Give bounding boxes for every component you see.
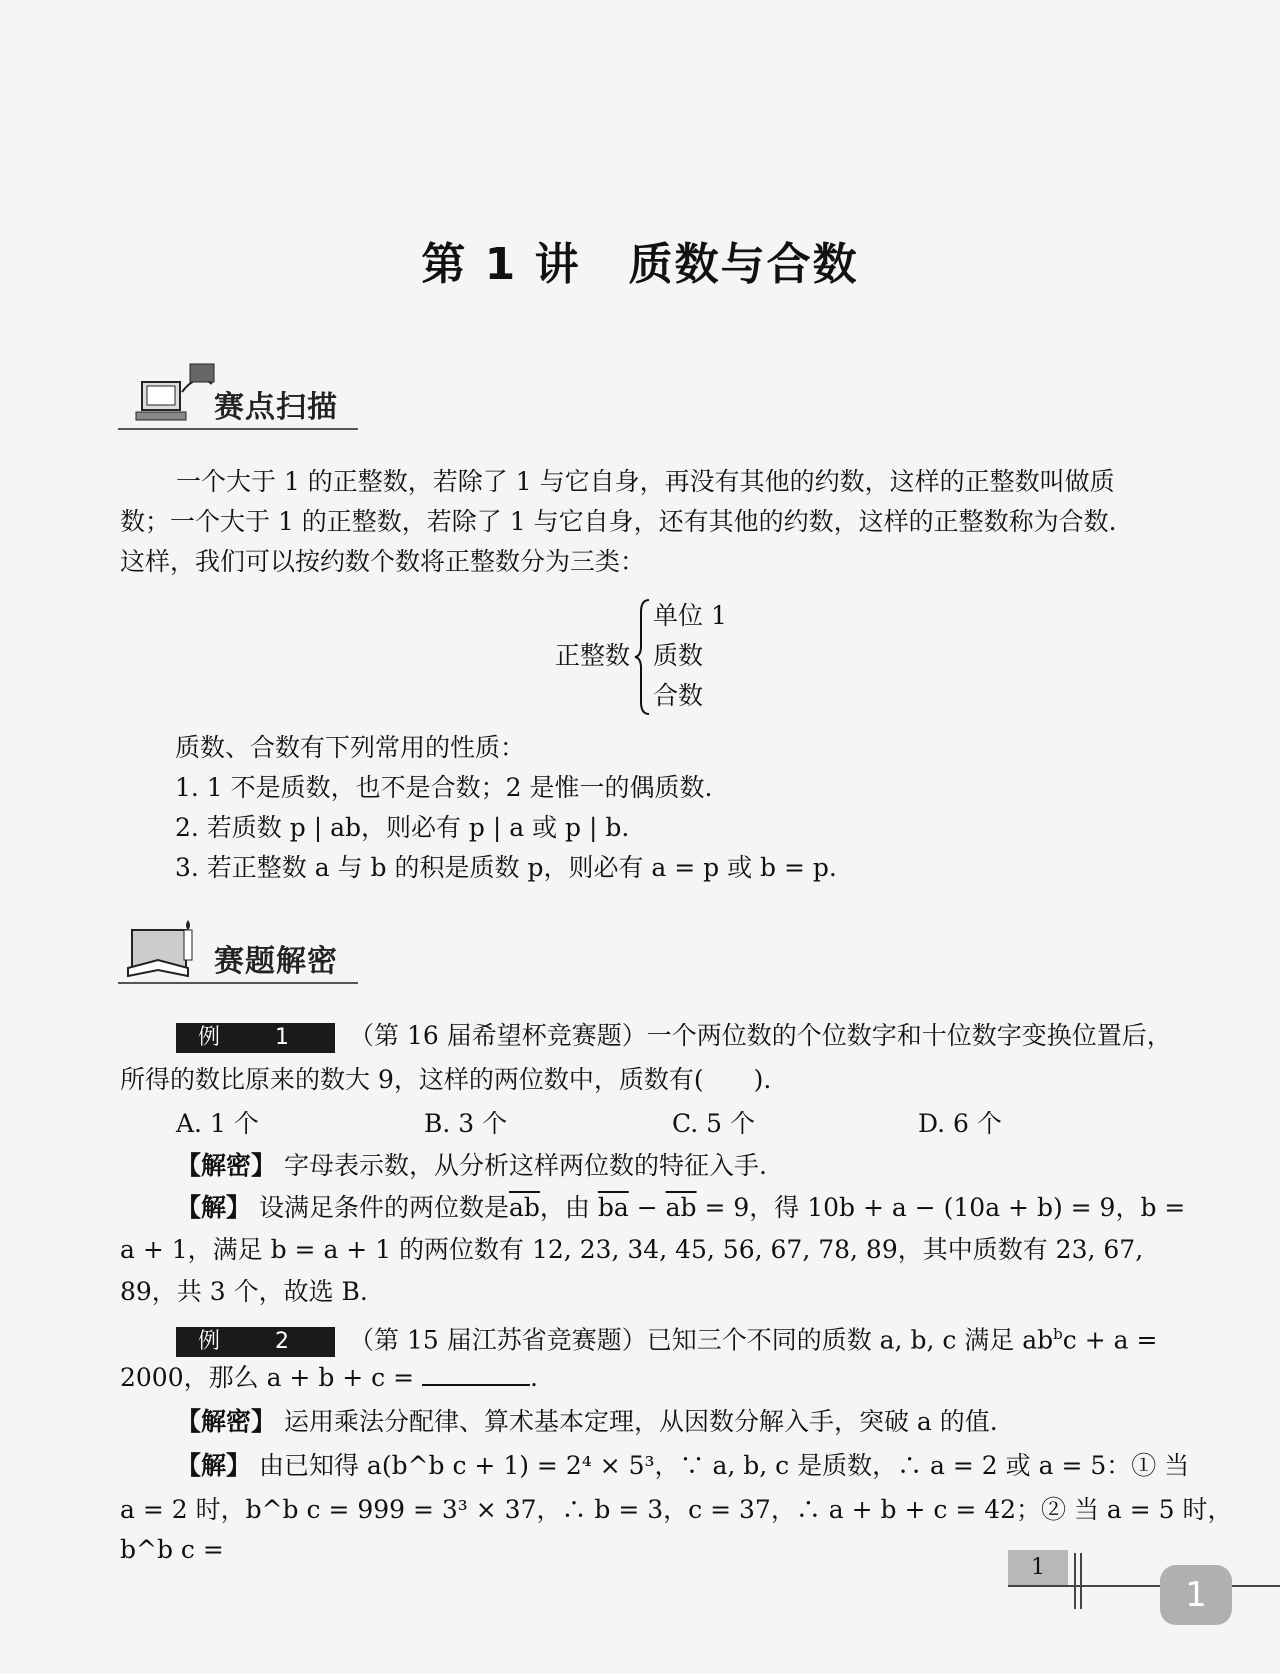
example-badge: 例 2 bbox=[176, 1327, 335, 1357]
properties-heading: 质数、合数有下列常用的性质： bbox=[175, 733, 526, 762]
option-d: D. 6 个 bbox=[918, 1109, 1002, 1138]
solution-text: − bbox=[628, 1193, 666, 1222]
solution-label: 【解】 bbox=[176, 1451, 252, 1480]
footer-rule-vertical bbox=[1074, 1553, 1076, 1609]
intro-line: 数；一个大于 1 的正整数，若除了 1 与它自身，还有其他的约数，这样的正整数称为合数. bbox=[120, 507, 1117, 536]
solution-text: = 9，得 10b + a − (10a + b) = 9，b = bbox=[696, 1193, 1186, 1222]
hint-label: 【解密】 bbox=[176, 1151, 277, 1180]
property-item: 2. 若质数 p | ab，则必有 p | a 或 p | b. bbox=[175, 813, 630, 842]
option-c: C. 5 个 bbox=[672, 1109, 755, 1138]
example2-solution-line bbox=[176, 1446, 1189, 1486]
page-number: 1 bbox=[1008, 1550, 1068, 1586]
section-badge-solve bbox=[118, 916, 358, 990]
example1-solution-line bbox=[176, 1188, 1185, 1228]
solution-text: 由已知得 a(b^b c + 1) = 2⁴ × 5³，∵ a, b, c 是质数，∴ a = 2 或 a = 5：① 当 bbox=[258, 1451, 1190, 1480]
computer-icon bbox=[122, 362, 222, 428]
example2-question bbox=[120, 1358, 538, 1398]
example-text: 2000，那么 a + b + c = bbox=[120, 1363, 415, 1392]
example-text: c + a = bbox=[1062, 1325, 1158, 1355]
example-badge: 例 1 bbox=[176, 1023, 335, 1053]
solution-label: 【解】 bbox=[176, 1193, 252, 1222]
example-text: （第 16 届希望杯竞赛题）一个两位数的个位数字和十位数字变换位置后， bbox=[349, 1021, 1172, 1050]
example1-hint bbox=[176, 1146, 767, 1186]
classification-label: 正整数 bbox=[555, 641, 631, 670]
answer-blank bbox=[422, 1360, 530, 1386]
book-candle-icon bbox=[124, 916, 214, 982]
overline-number: $\overline{ab}$ bbox=[508, 1193, 540, 1222]
option-a: A. 1 个 bbox=[176, 1109, 259, 1138]
solution-text: 设满足条件的两位数是 bbox=[258, 1193, 509, 1222]
properties-list bbox=[175, 728, 837, 888]
exponent: b bbox=[1053, 1325, 1063, 1343]
option-b: B. 3 个 bbox=[424, 1109, 508, 1138]
section-label: 赛点扫描 bbox=[214, 390, 338, 425]
hint-label: 【解密】 bbox=[176, 1407, 277, 1436]
footer-rule-vertical bbox=[1080, 1553, 1082, 1609]
example-text: 所得的数比原来的数大 9，这样的两位数中，质数有( ). bbox=[120, 1065, 772, 1094]
example2-hint bbox=[176, 1402, 998, 1442]
intro-line: 一个大于 1 的正整数，若除了 1 与它自身，再没有其他的约数，这样的正整数叫做质 bbox=[176, 467, 1115, 496]
intro-line: 这样，我们可以按约数个数将正整数分为三类： bbox=[120, 547, 646, 576]
hint-text: 字母表示数，从分析这样两位数的特征入手. bbox=[283, 1151, 767, 1180]
brace-icon bbox=[633, 598, 653, 716]
solution-text: a + 1，满足 b = a + 1 的两位数有 12, 23, 34, 45, 56, 67, 78, 89，其中质数有 23, 67, bbox=[120, 1235, 1144, 1264]
page-indicator-badge[interactable]: 1 bbox=[1160, 1565, 1232, 1625]
section-label: 赛题解密 bbox=[214, 944, 338, 979]
solution-text: 89，共 3 个，故选 B. bbox=[120, 1277, 368, 1306]
classification-item: 质数 bbox=[653, 641, 704, 670]
overline-number: $\overline{ba}$ bbox=[597, 1193, 629, 1222]
intro-paragraph bbox=[120, 462, 1170, 582]
footer-rule bbox=[1008, 1585, 1280, 1587]
lecture-topic: 质数与合数 bbox=[628, 239, 859, 290]
page-title bbox=[0, 228, 1280, 292]
example2-header bbox=[176, 1314, 1157, 1360]
lecture-number: 第 1 讲 bbox=[421, 239, 581, 290]
classification-item: 合数 bbox=[653, 681, 704, 710]
property-item: 1. 1 不是质数，也不是合数；2 是惟一的偶质数. bbox=[175, 773, 713, 802]
property-item: 3. 若正整数 a 与 b 的积是质数 p，则必有 a = p 或 b = p. bbox=[175, 853, 837, 882]
example-text: （第 15 届江苏省竞赛题）已知三个不同的质数 a, b, c 满足 ab bbox=[349, 1325, 1054, 1355]
example1-header bbox=[176, 1016, 1172, 1056]
classification-item: 单位 1 bbox=[653, 601, 727, 630]
example-text: . bbox=[530, 1363, 538, 1392]
solution-text: ，由 bbox=[539, 1193, 598, 1222]
section-badge-scan bbox=[118, 362, 358, 436]
solution-text: a = 2 时，b^b c = 999 = 3³ × 37，∴ b = 3，c = 37，∴ a + b + c = 42；② 当 a = 5 时，b^b c = bbox=[120, 1495, 1233, 1564]
classification bbox=[555, 596, 855, 716]
hint-text: 运用乘法分配律、算术基本定理，从因数分解入手，突破 a 的值. bbox=[283, 1407, 998, 1436]
overline-number: $\overline{ab}$ bbox=[665, 1193, 697, 1222]
